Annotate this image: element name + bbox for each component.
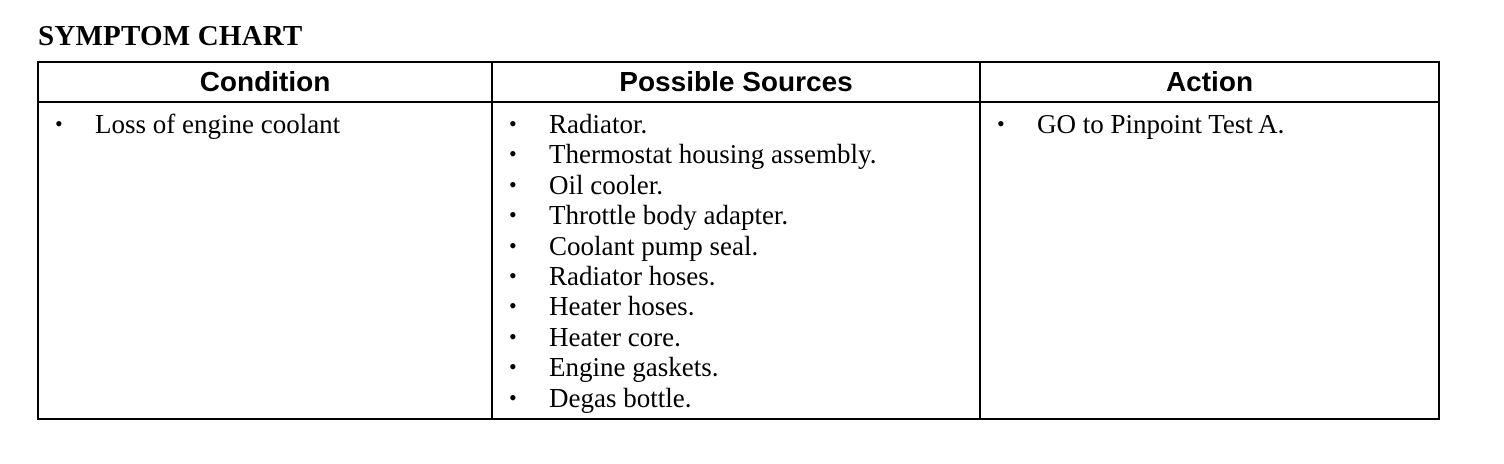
source-item: • Oil cooler. xyxy=(509,169,663,200)
chart-title: SYMPTOM CHART xyxy=(38,20,303,52)
source-item: • Thermostat housing assembly. xyxy=(509,139,877,170)
bullet-icon: • xyxy=(997,111,1005,136)
source-item: • Coolant pump seal. xyxy=(509,230,759,261)
bullet-icon: • xyxy=(509,323,517,349)
condition-list xyxy=(39,109,491,139)
bullet-icon: • xyxy=(509,263,517,289)
bullet-icon: • xyxy=(55,111,63,136)
action-list xyxy=(981,109,1438,139)
source-item: • Heater core. xyxy=(509,321,681,352)
source-item: • Engine gaskets. xyxy=(509,352,719,383)
bullet-icon: • xyxy=(509,232,517,258)
table-header-row xyxy=(38,62,1439,102)
source-item: • Degas bottle. xyxy=(509,382,692,413)
symptom-table xyxy=(37,61,1440,420)
bullet-icon: • xyxy=(509,354,517,380)
source-item: • Throttle body adapter. xyxy=(509,200,789,231)
bullet-icon: • xyxy=(509,293,517,319)
condition-item: • Loss of engine coolant xyxy=(55,109,341,139)
source-item: • Radiator hoses. xyxy=(509,261,716,292)
action-item: • GO to Pinpoint Test A. xyxy=(997,109,1285,139)
action-cell xyxy=(980,102,1439,419)
bullet-icon: • xyxy=(509,384,517,410)
bullet-icon: • xyxy=(509,141,517,167)
source-item: • Heater hoses. xyxy=(509,291,695,322)
bullet-icon: • xyxy=(509,202,517,228)
possible-sources-cell xyxy=(492,102,980,419)
bullet-icon: • xyxy=(509,171,517,197)
action-header: Action xyxy=(980,62,1439,102)
condition-header: Condition xyxy=(38,62,492,102)
possible-sources-list xyxy=(493,109,979,413)
possible-sources-header: Possible Sources xyxy=(492,62,980,102)
table-row xyxy=(38,102,1439,419)
condition-cell xyxy=(38,102,492,419)
source-item: • Radiator. xyxy=(509,109,648,139)
bullet-icon: • xyxy=(509,111,517,136)
